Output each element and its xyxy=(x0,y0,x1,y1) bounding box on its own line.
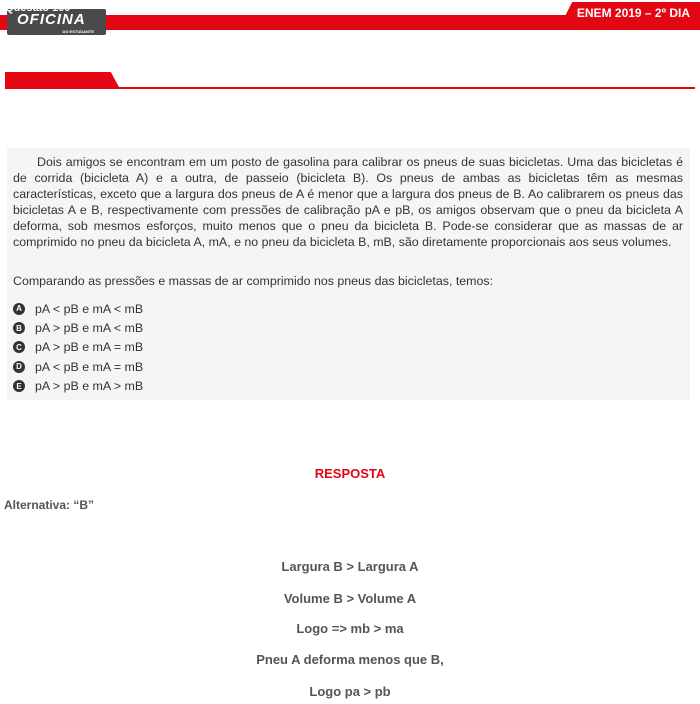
option-text: pA < pB e mA = mB xyxy=(35,359,144,374)
question-body xyxy=(7,148,690,400)
option-c xyxy=(13,338,143,357)
option-badge-icon: C xyxy=(13,341,25,353)
option-badge-icon: A xyxy=(13,303,25,315)
option-a xyxy=(13,299,143,318)
answer-line: Volume B > Volume A xyxy=(283,591,417,606)
logo-text: OFICINA xyxy=(17,11,86,28)
option-badge-icon: E xyxy=(13,380,25,392)
option-text: pA > pB e mA = mB xyxy=(35,340,144,355)
answer-line: Logo => mb > ma xyxy=(296,621,404,636)
options-list xyxy=(13,299,143,396)
logo-subtext: DO ESTUDANTE xyxy=(62,29,94,34)
question-paragraph-text: Dois amigos se encontram em um posto de gasolina para calibrar os pneus de suas bicicletas. Uma das bicicletas é de corrida (bicicleta A) e a outra, de passeio (bicicleta B). Os pneus de ambas as bicicletas têm as mesmas características, exceto que a largura dos pneus de A é menor que a largura dos pneus de B. Ao calibrarem os pneus das bicicletas A e B, respectivamente com pressões de calibração pA e pB, os amigos observam que o pneu da bicicleta A deforma, sob mesmos esforços, muito menos que o pneu da bicicleta B. Pode-se considerar que as massas de ar comprimido no pneu da bicicleta A, mA, e no pneu da bicicleta B, mB, são diretamente proporcionais aos seus volumes. xyxy=(13,155,683,250)
question-paragraph xyxy=(13,154,683,251)
option-b xyxy=(13,318,143,337)
answer-line: Logo pa > pb xyxy=(309,684,391,699)
option-text: pA > pB e mA < mB xyxy=(35,321,144,336)
answer-line: Largura B > Largura A xyxy=(281,559,419,574)
question-prompt: Comparando as pressões e massas de ar comprimido nos pneus das bicicletas, temos: xyxy=(13,274,494,288)
question-tab xyxy=(5,72,120,89)
option-d xyxy=(13,357,143,376)
answer-title: RESPOSTA xyxy=(314,466,386,481)
option-badge-icon: D xyxy=(13,361,25,373)
exam-label: ENEM 2019 – 2º DIA xyxy=(576,6,690,20)
option-text: pA > pB e mA > mB xyxy=(35,379,144,394)
question-label: Questão 100 xyxy=(5,2,71,14)
option-e xyxy=(13,377,143,396)
answer-line: Pneu A deforma menos que B, xyxy=(256,652,444,667)
answer-alternative: Alternativa: “B” xyxy=(4,498,95,512)
option-badge-icon: B xyxy=(13,322,25,334)
option-text: pA < pB e mA < mB xyxy=(35,301,144,316)
